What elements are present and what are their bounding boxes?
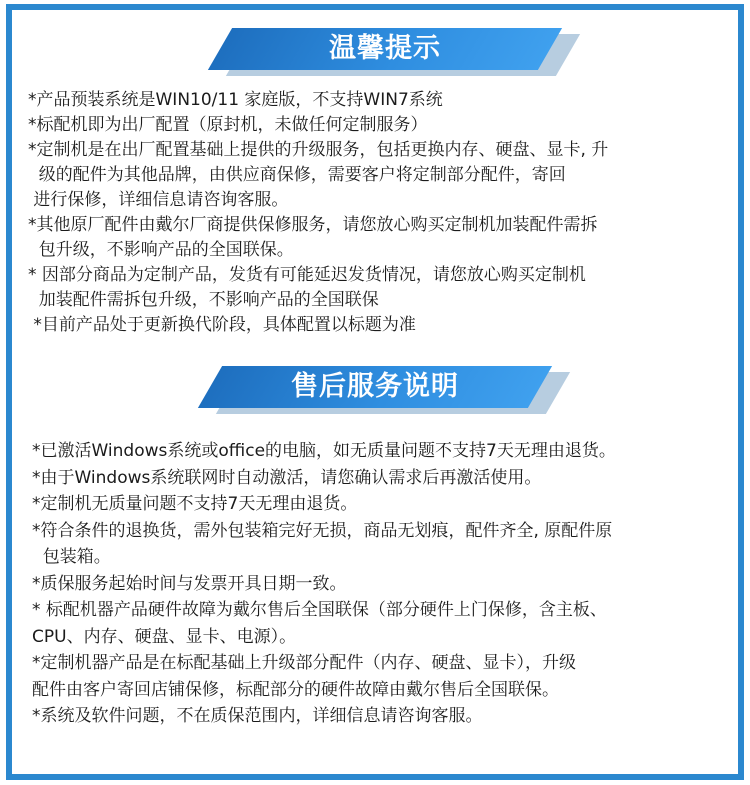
after-sales-banner <box>210 366 560 412</box>
list-item: *由于Windows系统联网时自动激活，请您确认需求后再激活使用。 <box>32 467 542 488</box>
list-item: *其他原厂配件由戴尔厂商提供保修服务，请您放心购买定制机加装配件需拆 <box>28 215 598 235</box>
list-item: *产品预装系统是WIN10/11 家庭版，不支持WIN7系统 <box>28 90 443 110</box>
tips-title: 温馨提示 <box>329 33 441 64</box>
list-item: *质保服务起始时间与发票开具日期一致。 <box>32 573 347 594</box>
list-item: *定制机无质量问题不支持7天无理由退货。 <box>32 494 358 514</box>
tips-list <box>28 88 728 338</box>
list-item: 级的配件为其他品牌，由供应商保修，需要客户将定制部分配件，寄回 <box>28 165 566 185</box>
list-item: *定制机是在出厂配置基础上提供的升级服务，包括更换内存、硬盘、显卡, 升 <box>28 140 609 160</box>
list-item: 包装箱。 <box>32 547 111 567</box>
list-item: 进行保修，详细信息请咨询客服。 <box>28 190 289 210</box>
list-item: *标配机即为出厂配置（原封机，未做任何定制服务） <box>28 115 428 135</box>
list-item: 配件由客户寄回店铺保修，标配部分的硬件故障由戴尔售后全国联保。 <box>32 679 559 700</box>
after-sales-list <box>32 438 732 730</box>
tips-banner <box>220 28 570 74</box>
list-item: *符合条件的退换货，需外包装箱完好无损，商品无划痕，配件齐全, 原配件原 <box>32 520 613 541</box>
after-sales-title: 售后服务说明 <box>291 371 459 402</box>
list-item: * 标配机器产品硬件故障为戴尔售后全国联保（部分硬件上门保修，含主板、 <box>32 600 607 620</box>
list-item: *系统及软件问题，不在质保范围内，详细信息请咨询客服。 <box>32 706 483 726</box>
list-item: 加装配件需拆包升级，不影响产品的全国联保 <box>28 290 379 310</box>
list-item: 包升级，不影响产品的全国联保。 <box>28 240 294 260</box>
list-item: CPU、内存、硬盘、显卡、电源）。 <box>32 626 297 647</box>
list-item: *目前产品处于更新换代阶段，具体配置以标题为准 <box>28 315 416 335</box>
list-item: * 因部分商品为定制产品，发货有可能延迟发货情况，请您放心购买定制机 <box>28 265 586 285</box>
list-item: *定制机器产品是在标配基础上升级部分配件（内存、硬盘、显卡），升级 <box>32 653 576 673</box>
list-item: *已激活Windows系统或office的电脑，如无质量问题不支持7天无理由退货。 <box>32 441 616 461</box>
